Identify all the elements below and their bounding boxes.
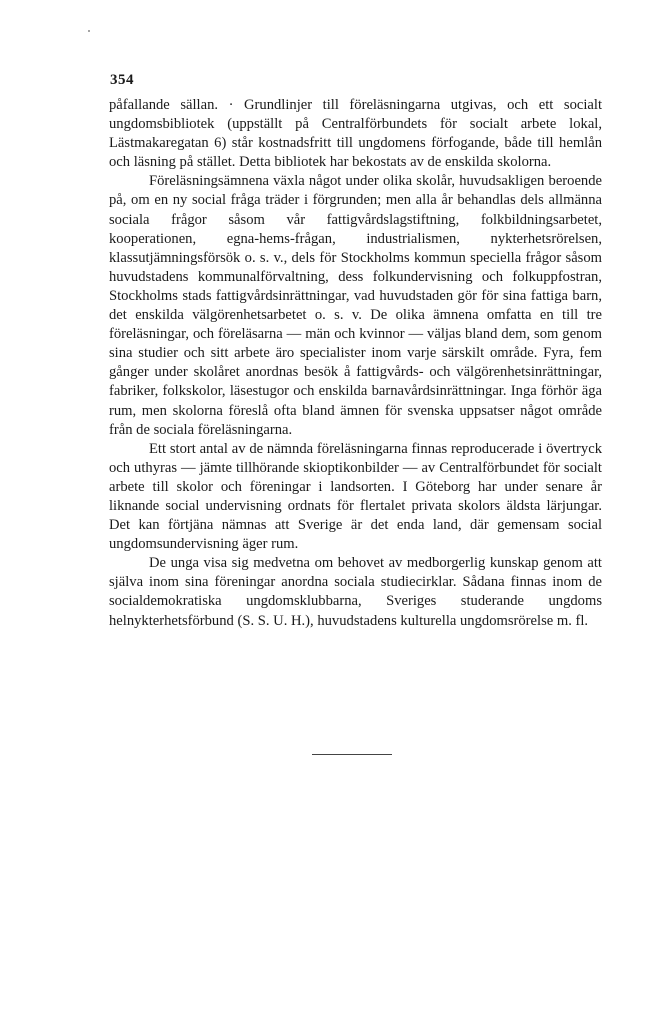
paragraph-2: Föreläsningsämnena växla något under olika skolår, huvudsakligen beroende på, om en ny social fråga träder i förgrunden; men alla år behandlas dels allmänna sociala frågor såsom vår fattigvårdslagstiftning, folkbildningsarbetet, kooperationen, egna-hems-frågan, industrialismen, nykterhetsrörelsen, klassutjämningsförsök o. s. v., dels för Stockholms kommun speciella frågor såsom huvudstadens kommunalförvaltning, dess folkundervisning och folkuppfostran, Stockholms stads fattigvårdsinrättningar, vad huvudstaden gör för sina fattiga barn, det enskilda välgörenhetsarbetet o. s. v. De olika ämnena omfatta en till tre föreläsningar, och föreläsarna — män och kvinnor — väljas bland dem, som genom sina studier och sitt arbete äro specialister inom varje särskilt område. Fyra, fem gånger under skolåret anordnas besök å fattigvårds- och välgörenhetsinrättningar, fabriker, folkskolor, läsestugor och enskilda barnavårdsinrättningar. Inga förhör äga rum, men skolorna föreslå ofta bland ämnen för svenska uppsatser något område från de sociala föreläsningarna. <box>109 173 602 438</box>
paragraph-3: Ett stort antal av de nämnda föreläsningarna finnas reproducerade i övertryck och uthyras — jämte tillhörande skioptikonbilder — av Centralförbundet för socialt arbete till skolor och föreningar i landsorten. I Göteborg har under senare år liknande social undervisning ordnats för flertalet privata skolors äldsta lärjungar. Det kan förtjäna nämnas att Sverige är det enda land, där gemensam social ungdomsundervisning äger rum. <box>109 440 602 553</box>
scan-speck <box>88 30 90 32</box>
body-text <box>109 96 602 631</box>
section-divider <box>312 754 392 755</box>
paragraph-1: påfallande sällan. · Grundlinjer till föreläsningarna utgivas, och ett socialt ungdomsbibliotek (uppställt på Centralförbundets för socialt arbete lokal, Lästmakaregatan 6) står kostnadsfritt till ungdomens förfogande, både till hemlån och läsning på stället. Detta bibliotek har bekostats av de enskilda skolorna. <box>109 97 602 171</box>
page-number: 354 <box>110 72 134 88</box>
paragraph-4: De unga visa sig medvetna om behovet av medborgerlig kunskap genom att själva inom sina föreningar anordna sociala studiecirklar. Sådana finnas inom de socialdemokratiska ungdomsklubbarna, Sveriges studerande ungdoms helnykterhetsförbund (S. S. U. H.), huvudstadens kulturella ungdomsrörelse m. fl. <box>109 555 602 629</box>
